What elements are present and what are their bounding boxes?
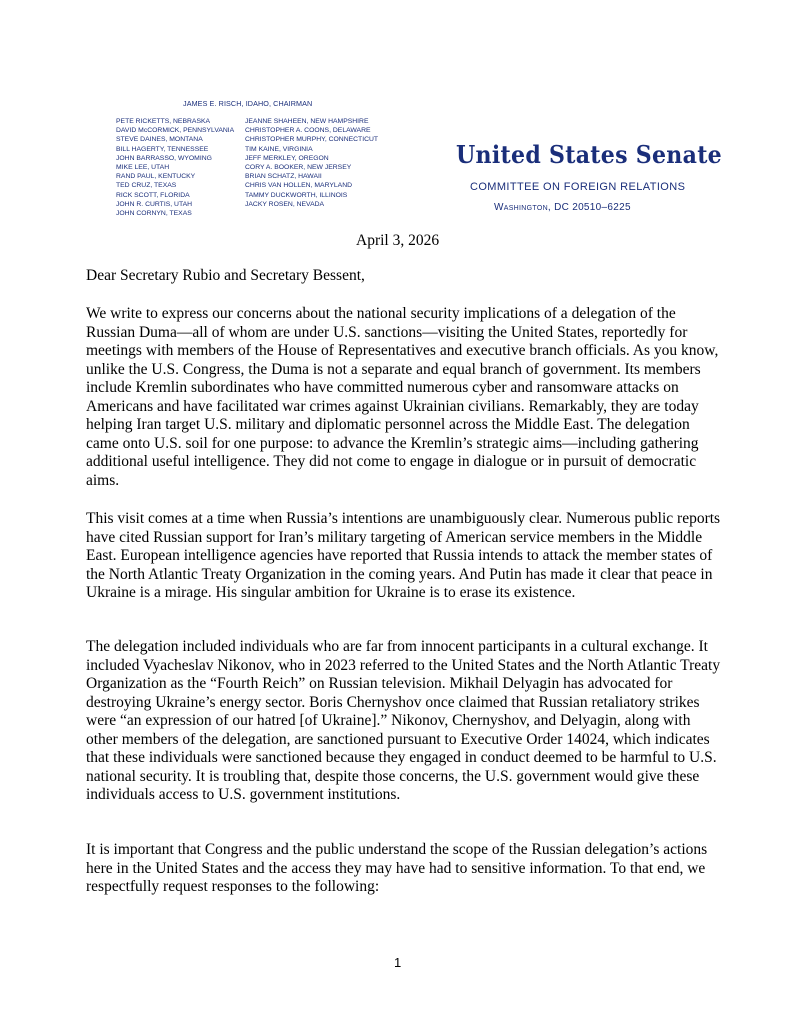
member-name: JOHN CORNYN, TEXAS: [116, 210, 192, 218]
member-name: BILL HAGERTY, TENNESSEE: [116, 145, 209, 153]
letter-paragraph: It is important that Congress and the public understand the scope of the Russian delegation’s actions here in the United States and the access they may have had to sensitive information. To that end, we respectfully request responses to the following:: [86, 841, 708, 895]
committee-chairman: JAMES E. RISCH, IDAHO, CHAIRMAN: [183, 99, 313, 108]
member-name: CHRISTOPHER A. COONS, DELAWARE: [245, 127, 371, 135]
committee-name: COMMITTEE ON FOREIGN RELATIONS: [470, 181, 686, 193]
letter-paragraph: We write to express our concerns about the national security implications of a delegation of the Russian Duma—all of whom are under U.S. sanctions—visiting the United States, reportedly for meetings with members of the House of Representatives and executive branch officials. As you know, unlike the U.S. Congress, the Duma is not a separate and equal branch of government. Its members include Kremlin subordinates who have committed numerous cyber and ransomware attacks on Americans and have facilitated war crimes against Ukrainian civilians. Remarkably, they are today helping Iran target U.S. military and diplomatic personnel across the Middle East. The delegation came onto U.S. soil for one purpose: to advance the Kremlin’s strategic aims—including gathering additional useful intelligence. They did not come to engage in dialogue or in pursuit of democratic aims.: [86, 305, 719, 489]
member-name: DAVID McCORMICK, PENNSYLVANIA: [116, 127, 235, 135]
member-name: CHRIS VAN HOLLEN, MARYLAND: [245, 182, 353, 190]
member-name: MIKE LEE, UTAH: [116, 164, 170, 172]
members-list-minority: [245, 117, 378, 209]
member-name: JACKY ROSEN, NEVADA: [245, 200, 325, 208]
letter-paragraph: The delegation included individuals who are far from innocent participants in a cultural exchange. It included Vyacheslav Nikonov, who in 2023 referred to the United States and the North Atlantic Treaty Organization as the “Fourth Reich” on Russian television. Mikhail Delyagin has advocated for destroying Ukraine’s energy sector. Boris Chernyshov once claimed that Russian retaliatory strikes were “an expression of our hatred [of Ukraine].” Nikonov, Chernyshov, and Delyagin, along with other members of the delegation, are sanctioned pursuant to Executive Order 14024, which indicates that these individuals were sanctioned because they engaged in conduct deemed to be harmful to U.S. national security. It is troubling that, despite those concerns, the U.S. government would give these individuals access to U.S. government institutions.: [86, 638, 721, 803]
member-name: CHRISTOPHER MURPHY, CONNECTICUT: [245, 136, 379, 144]
letter-paragraph: This visit comes at a time when Russia’s intentions are unambiguously clear. Numerous public reports have cited Russian support for Iran’s military targeting of American service members in the Middle East. European intelligence agencies have reported that Russia intends to attack the member states of the North Atlantic Treaty Organization in the coming years. And Putin has made it clear that peace in Ukraine is a mirage. His singular ambition for Ukraine is to erase its existence.: [86, 510, 721, 601]
page-number: 1: [394, 955, 402, 970]
member-name: PETE RICKETTS, NEBRASKA: [116, 118, 211, 125]
member-name: JEANNE SHAHEEN, NEW HAMPSHIRE: [245, 118, 369, 125]
member-name: JOHN R. CURTIS, UTAH: [116, 200, 193, 208]
member-name: JEFF MERKLEY, OREGON: [245, 154, 329, 162]
member-name: RICK SCOTT, FLORIDA: [116, 191, 190, 199]
member-name: TAMMY DUCKWORTH, ILLINOIS: [245, 191, 348, 199]
committee-address: Washington, DC 20510–6225: [494, 202, 631, 213]
member-name: JOHN BARRASSO, WYOMING: [116, 154, 212, 162]
member-name: STEVE DAINES, MONTANA: [116, 136, 203, 144]
member-name: BRIAN SCHATZ, HAWAII: [245, 173, 322, 181]
letter-salutation: Dear Secretary Rubio and Secretary Bessent,: [86, 267, 365, 284]
member-name: RAND PAUL, KENTUCKY: [116, 173, 196, 181]
member-name: TIM KAINE, VIRGINIA: [245, 145, 313, 153]
member-name: TED CRUZ, TEXAS: [116, 182, 177, 190]
members-list-majority: [116, 117, 234, 218]
letterhead: [0, 0, 802, 230]
senate-logotype: United States Senate: [456, 140, 723, 169]
letter-date: April 3, 2026: [356, 232, 440, 249]
member-name: CORY A. BOOKER, NEW JERSEY: [245, 164, 352, 172]
